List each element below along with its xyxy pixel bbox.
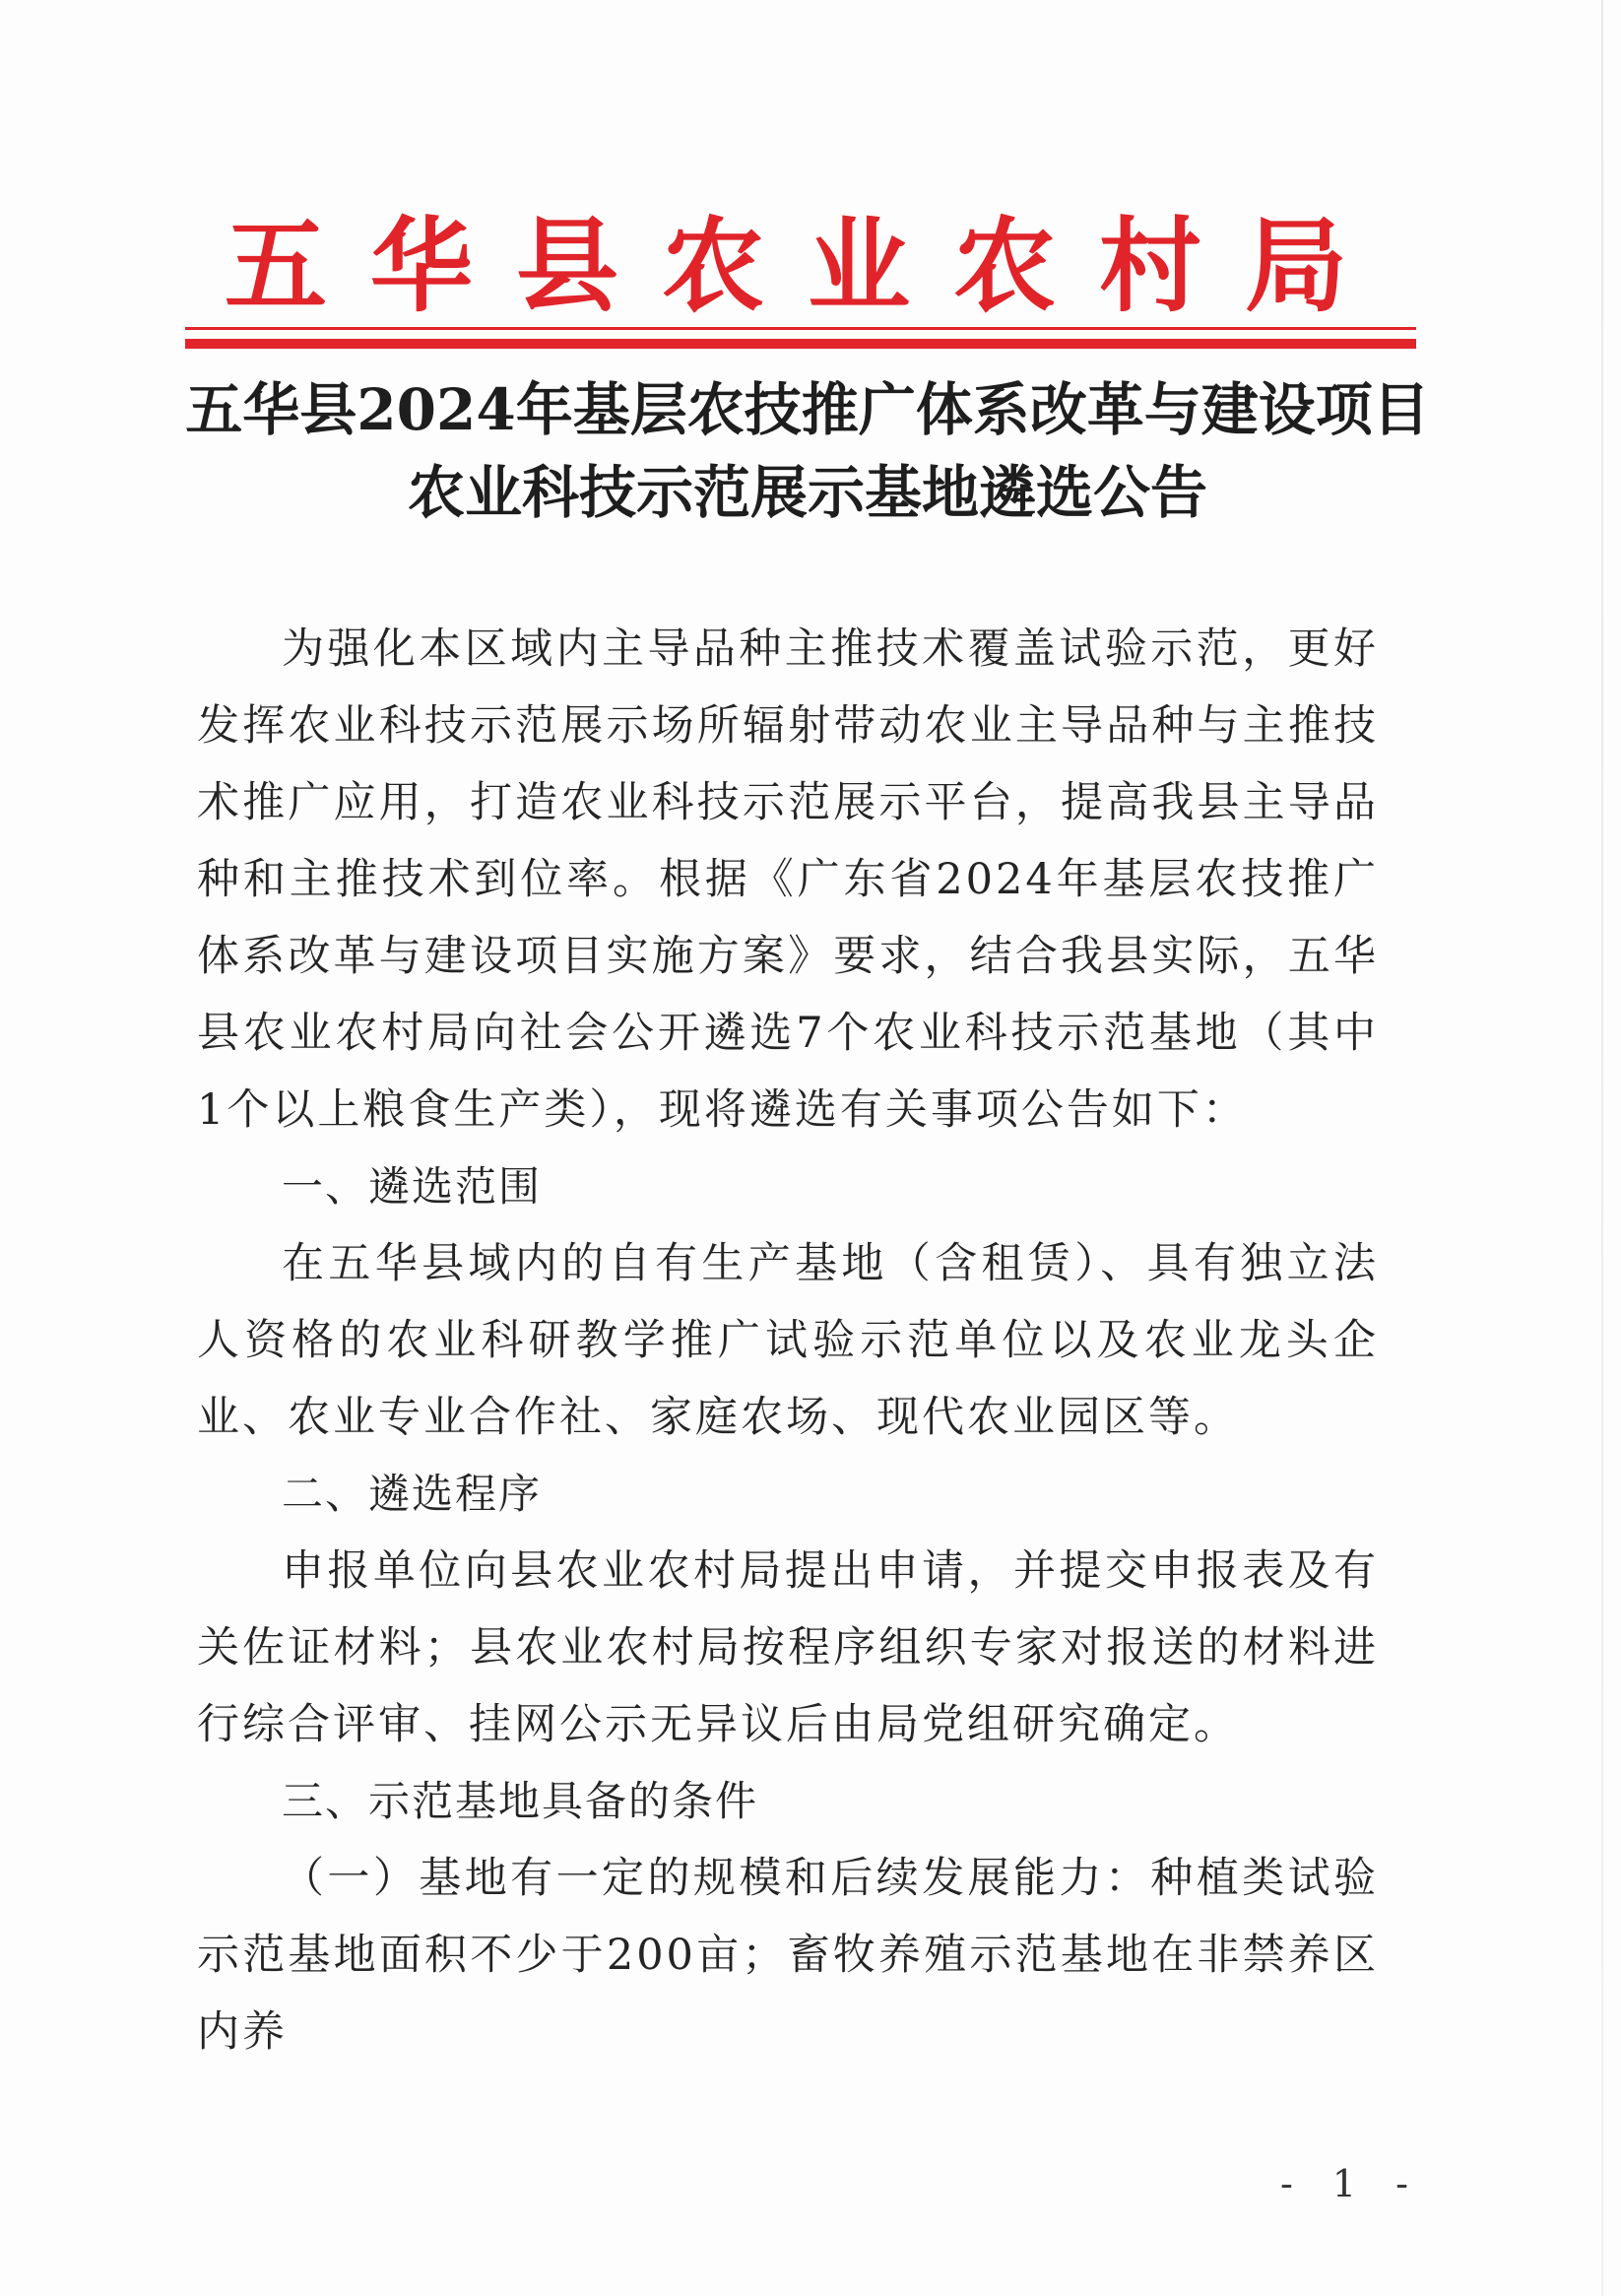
document-title-line2: 农业科技示范展示基地遴选公告	[407, 459, 1207, 526]
document-title-line1: 五华县2024年基层农技推广体系改革与建设项目	[185, 376, 1430, 443]
intro-paragraph: 为强化本区域内主导品种主推技术覆盖试验示范，更好发挥农业科技示范展示场所辐射带动农业主导品种与主推技术推广应用，打造农业科技示范展示平台，提高我县主导品种和主推技术到位率。根据《广东省2024年基层农技推广体系改革与建设项目实施方案》要求，结合我县实际，五华县农业农村局向社会公开遴选7个农业科技示范基地（其中1个以上粮食生产类），现将遴选有关事项公告如下：	[197, 624, 1379, 1135]
letterhead-org-name: 五华县农业农村局	[224, 205, 1391, 326]
letterhead-rule-thin	[185, 327, 1416, 330]
document-body	[197, 611, 1379, 2070]
section3-item1-paragraph: （一）基地有一定的规模和后续发展能力：种植类试验示范基地面积不少于200亩；畜牧养殖示范基地在非禁养区内养	[197, 1854, 1379, 2057]
scan-edge-line	[1601, 0, 1603, 2296]
section1-heading: 一、遴选范围	[282, 1162, 543, 1211]
letterhead-rule-thick	[185, 339, 1416, 349]
section2-heading: 二、遴选程序	[282, 1470, 543, 1518]
section3-heading: 三、示范基地具备的条件	[282, 1777, 759, 1825]
section1-paragraph: 在五华县域内的自有生产基地（含租赁）、具有独立法人资格的农业科研教学推广试验示范单位以及农业龙头企业、农业专业合作社、家庭农场、现代农业园区等。	[197, 1239, 1379, 1442]
page-number: - 1 -	[1280, 2162, 1423, 2205]
section2-paragraph: 申报单位向县农业农村局提出申请，并提交申报表及有关佐证材料；县农业农村局按程序组织专家对报送的材料进行综合评审、挂网公示无异议后由局党组研究确定。	[197, 1546, 1379, 1749]
